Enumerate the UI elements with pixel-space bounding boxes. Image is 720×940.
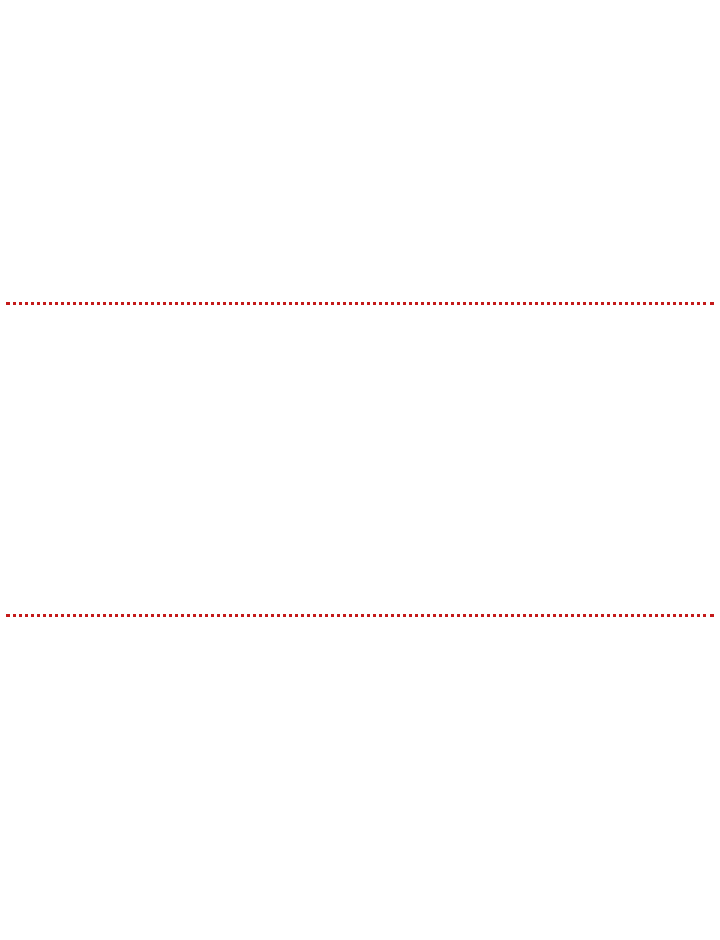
- red-dotted-divider: [6, 302, 714, 310]
- band-top: [6, 4, 714, 300]
- band-bottom: [6, 624, 714, 940]
- red-dotted-divider: [6, 614, 714, 622]
- band-middle: [6, 312, 714, 612]
